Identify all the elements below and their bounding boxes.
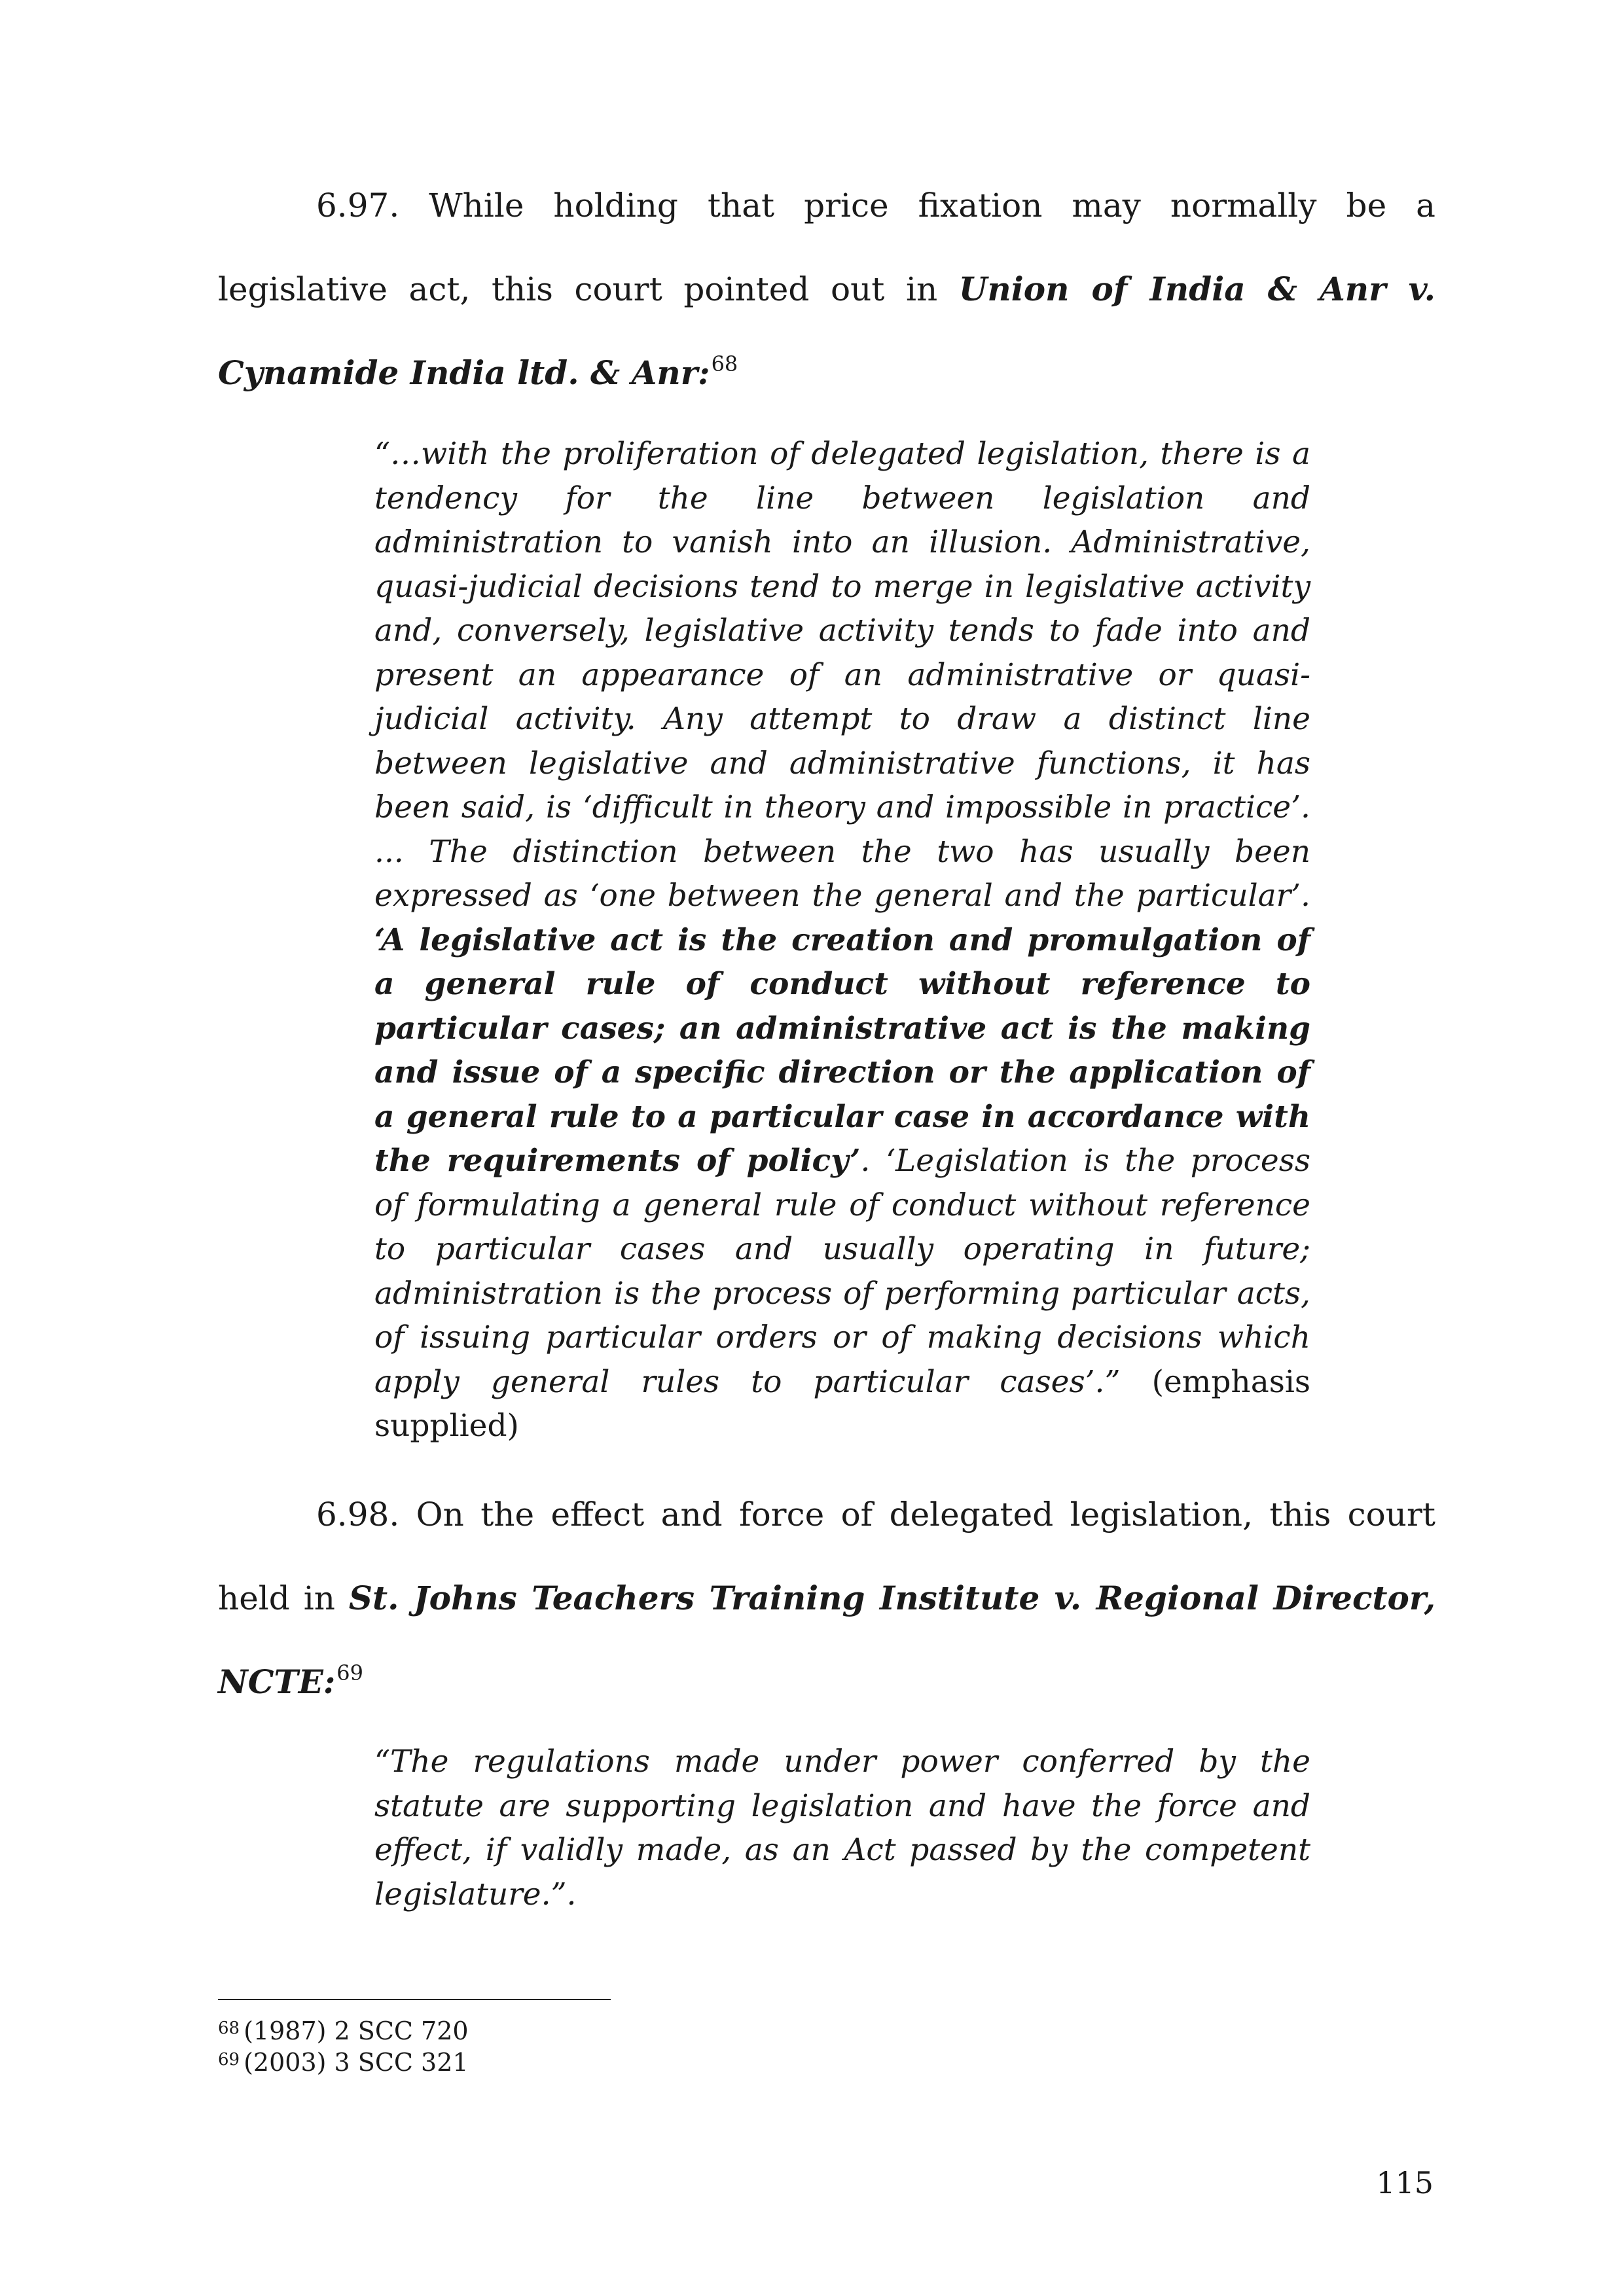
footnote-reference[interactable]: 68 [711, 351, 738, 376]
footnote-number: 69 [218, 2050, 240, 2070]
paragraph-6-98 [218, 1473, 1435, 1724]
case-colon: : [698, 353, 710, 392]
paragraph-text: While holding that price fixation may normally be a legislative act, this court pointed out in [218, 187, 1435, 308]
footnote-text: (1987) 2 SCC 720 [244, 2017, 469, 2045]
footnote-reference[interactable]: 69 [336, 1660, 364, 1685]
quote-punctuation: . [860, 1143, 871, 1179]
footnote-separator [218, 1999, 611, 2000]
footnote-number: 68 [218, 2018, 240, 2038]
paragraph-text: On the effect and force of delegated legislation, this court held in [218, 1496, 1435, 1617]
footnote-text: (2003) 3 SCC 321 [244, 2048, 469, 2077]
paragraph-number: 6.98. [316, 1496, 400, 1534]
paragraph-6-97 [218, 164, 1435, 415]
case-citation: Union of India & Anr v. Cynamide India ltd. & Anr [218, 270, 1435, 392]
case-citation: St. Johns Teachers Training Institute v. Regional Director, NCTE [218, 1579, 1435, 1701]
block-quote [374, 432, 1310, 1448]
quote-text: “…with the proliferation of delegated legislation, there is a tendency for the line between legislation and administration to vanish into an illusion. Administrative, quasi-judicial decisions tend to merge in legislative activity and, conversely, legislative activity tends to fade into and present an appearance of an administrative or quasi-judicial activity. Any attempt to draw a distinct line between legislative and administrative functions, it has been said, is ‘difficult in theory and impossible in practice’. ... The distinction between the two has usually been expressed as ‘one between the general and the particular’. [374, 436, 1310, 914]
emphasized-quote-text: ‘A legislative act is the creation and promulgation of a general rule of conduct without reference to particular cases; an administrative act is the making and issue of a specific direction or the application of a general rule to a particular case in accordance with the requirements of policy’ [374, 922, 1310, 1179]
footnote [218, 2047, 469, 2077]
page-number: 115 [1376, 2165, 1434, 2200]
quote-text: ‘Legislation is the process of formulating a general rule of conduct without reference to particular cases and usually operating in future; administration is the process of performing particular acts, of issuing particular orders or of making decisions which apply general rules to particular cases’.” [374, 1143, 1310, 1400]
case-colon: : [323, 1662, 336, 1701]
footnote [218, 2016, 469, 2046]
quote-text: “The regulations made under power conferred by the statute are supporting legislation and have the force and effect, if validly made, as an Act passed by the competent legislature.”. [374, 1744, 1310, 1912]
paragraph-number: 6.97. [316, 187, 400, 224]
block-quote [374, 1740, 1310, 1916]
emphasis-note: (emphasis supplied) [374, 1363, 1310, 1444]
